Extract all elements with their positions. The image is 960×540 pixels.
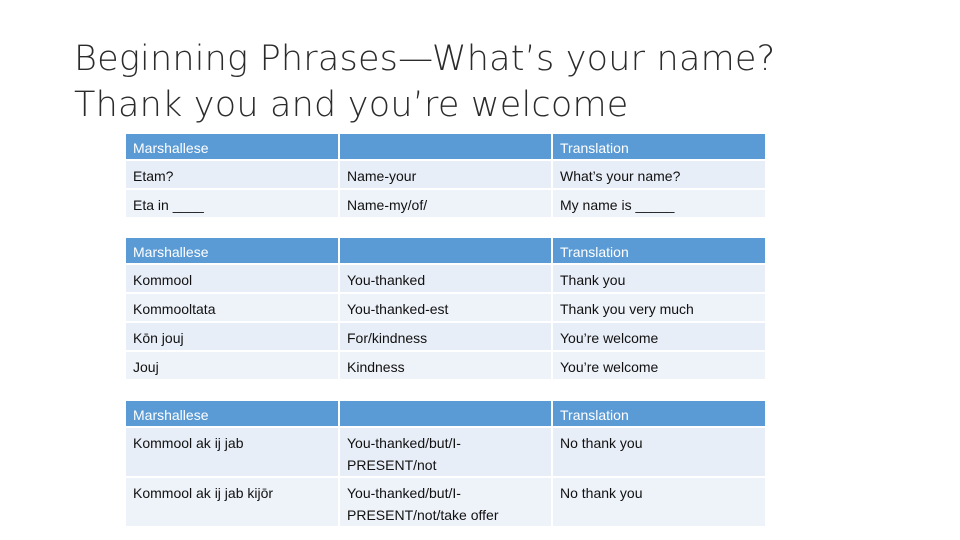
table-row bbox=[126, 323, 765, 352]
header-literal bbox=[340, 238, 553, 265]
cell-marshallese: Kommool ak ij jab bbox=[126, 428, 340, 478]
table-row bbox=[126, 294, 765, 323]
cell-marshallese: Etam? bbox=[126, 161, 340, 190]
cell-literal: You-thanked/but/I-PRESENT/not/take offer bbox=[340, 478, 553, 528]
table-row bbox=[126, 265, 765, 294]
cell-marshallese: Kommooltata bbox=[126, 294, 340, 323]
table-header-row bbox=[126, 238, 765, 265]
cell-literal: You-thanked bbox=[340, 265, 553, 294]
header-translation: Translation bbox=[553, 134, 765, 161]
cell-marshallese: Kommool ak ij jab kijōr bbox=[126, 478, 340, 528]
phrase-table-declines bbox=[126, 401, 765, 528]
header-literal bbox=[340, 401, 553, 428]
table-row bbox=[126, 478, 765, 528]
table-header-row bbox=[126, 401, 765, 428]
header-literal bbox=[340, 134, 553, 161]
table-row bbox=[126, 352, 765, 381]
cell-translation: No thank you bbox=[553, 428, 765, 478]
cell-marshallese: Jouj bbox=[126, 352, 340, 381]
cell-translation: You’re welcome bbox=[553, 352, 765, 381]
cell-translation: You’re welcome bbox=[553, 323, 765, 352]
cell-translation: Thank you bbox=[553, 265, 765, 294]
cell-literal: Kindness bbox=[340, 352, 553, 381]
header-marshallese: Marshallese bbox=[126, 401, 340, 428]
table-row bbox=[126, 428, 765, 478]
cell-translation: No thank you bbox=[553, 478, 765, 528]
cell-marshallese: Kommool bbox=[126, 265, 340, 294]
cell-literal: Name-my/of/ bbox=[340, 190, 553, 219]
table-header-row bbox=[126, 134, 765, 161]
cell-literal: Name-your bbox=[340, 161, 553, 190]
slide-title bbox=[74, 36, 775, 128]
slide-title-line-1: Beginning Phrases—What’s your name? bbox=[74, 39, 776, 79]
header-translation: Translation bbox=[553, 401, 765, 428]
header-marshallese: Marshallese bbox=[126, 238, 340, 265]
cell-literal: You-thanked-est bbox=[340, 294, 553, 323]
slide-title-line-2: Thank you and you’re welcome bbox=[74, 85, 629, 125]
cell-marshallese: Kōn jouj bbox=[126, 323, 340, 352]
header-translation: Translation bbox=[553, 238, 765, 265]
cell-translation: What’s your name? bbox=[553, 161, 765, 190]
cell-translation: My name is _____ bbox=[553, 190, 765, 219]
cell-marshallese: Eta in ____ bbox=[126, 190, 340, 219]
phrase-table-names bbox=[126, 134, 765, 219]
table-row bbox=[126, 190, 765, 219]
cell-translation: Thank you very much bbox=[553, 294, 765, 323]
header-marshallese: Marshallese bbox=[126, 134, 340, 161]
table-row bbox=[126, 161, 765, 190]
cell-literal: You-thanked/but/I-PRESENT/not bbox=[340, 428, 553, 478]
cell-literal: For/kindness bbox=[340, 323, 553, 352]
phrase-table-thanks bbox=[126, 238, 765, 381]
